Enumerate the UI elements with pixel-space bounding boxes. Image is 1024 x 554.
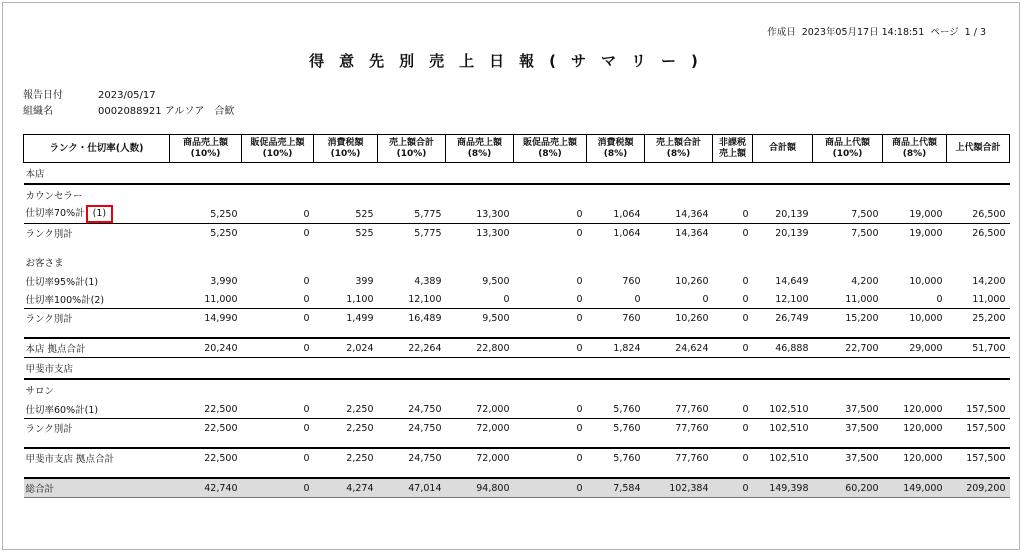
value-cell: 1,824 [587,338,645,358]
report-title: 得意先別売上日報(サマリー) [309,52,713,70]
sales-summary-table [23,134,1010,498]
spacer-cell [24,327,1010,338]
column-header: 商品上代額 (10%) [813,135,883,163]
rate-60-row [24,400,1010,419]
value-cell: 24,750 [378,448,446,467]
value-cell: 0 [303,293,310,305]
value-cell: 102,384 [645,478,713,498]
value-cell: 0 [936,293,943,305]
section-label: カウンセラー [24,184,1010,205]
value-cell: 9,500 [482,275,510,287]
column-header: 売上額合計 (10%) [378,135,446,163]
value-cell: 0 [742,293,749,305]
row-label: 仕切率95%計(1) [25,277,99,288]
value-cell: 5,250 [210,208,238,220]
row-label: ランク別計 [24,309,170,328]
value-cell: 10,260 [645,309,713,328]
value-cell: 0 [242,448,314,467]
value-cell: 0 [576,275,583,287]
column-header: ランク・仕切率(人数) [24,135,170,163]
page-label: ページ [930,27,959,38]
rate-70-row [24,205,1010,224]
value-cell: 24,750 [408,403,442,415]
value-cell: 22,500 [170,448,242,467]
value-cell: 51,700 [947,338,1010,358]
value-cell: 72,000 [446,419,514,438]
value-cell: 209,200 [947,478,1010,498]
value-cell: 5,760 [587,419,645,438]
counselor-rank-total-row [24,224,1010,243]
value-cell: 22,500 [204,403,238,415]
value-cell: 14,364 [645,224,713,243]
grand-total-row [24,478,1010,498]
table-body [24,163,1010,498]
value-cell: 0 [303,403,310,415]
value-cell: 0 [576,208,583,220]
value-cell: 120,000 [903,403,943,415]
created-label: 作成日 [767,27,796,38]
value-cell: 102,510 [753,448,813,467]
value-cell: 0 [514,338,587,358]
value-cell: 12,100 [408,293,442,305]
value-cell: 13,300 [476,208,510,220]
value-cell: 0 [514,478,587,498]
value-cell: 11,000 [972,293,1006,305]
value-cell: 5,760 [587,448,645,467]
value-cell: 1,499 [314,309,378,328]
created-datetime: 2023年05月17日 14:18:51 [801,27,925,38]
value-cell: 2,024 [314,338,378,358]
group-counselor-row [24,184,1010,205]
value-cell: 0 [514,309,587,328]
value-cell: 0 [742,275,749,287]
row-label: ランク別計 [24,419,170,438]
value-cell: 0 [634,293,641,305]
value-cell: 26,500 [947,224,1010,243]
value-cell: 14,364 [675,208,709,220]
value-cell: 20,139 [775,208,809,220]
value-cell: 10,000 [883,309,947,328]
value-cell: 0 [503,293,510,305]
value-cell: 5,775 [414,208,442,220]
value-cell: 24,624 [645,338,713,358]
value-cell: 0 [242,419,314,438]
organization-value: 0002088921 アルソア 合歓 [98,106,235,117]
value-cell: 72,000 [476,403,510,415]
branch-kofu-row [24,358,1010,380]
rate-95-row [24,272,1010,290]
value-cell: 0 [242,224,314,243]
value-cell: 60,200 [813,478,883,498]
value-cell: 9,500 [446,309,514,328]
value-cell: 77,760 [675,403,709,415]
value-cell: 2,250 [346,403,374,415]
value-cell: 25,200 [947,309,1010,328]
value-cell: 11,000 [204,293,238,305]
table-header-row [24,135,1010,163]
value-cell: 14,990 [170,309,242,328]
value-cell: 5,775 [378,224,446,243]
column-header: 販促品売上額 (10%) [242,135,314,163]
value-cell: 157,500 [966,403,1006,415]
column-header: 上代額合計 [947,135,1010,163]
report-header-meta [764,24,986,38]
value-cell: 26,500 [972,208,1006,220]
row-label: 仕切率100%計(2) [25,295,105,306]
spacer-row [24,437,1010,448]
value-cell: 10,000 [909,275,943,287]
section-label: 本店 [25,169,45,180]
spacer-cell [24,437,1010,448]
value-cell: 0 [514,224,587,243]
row-label: 仕切率60%計(1) [25,405,99,416]
value-cell: 760 [622,275,641,287]
value-cell: 760 [587,309,645,328]
row-label: 甲斐市支店 拠点合計 [24,448,170,467]
value-cell: 20,139 [753,224,813,243]
organization-label: 組織名 [23,106,53,117]
value-cell: 7,500 [813,224,883,243]
value-cell: 0 [303,208,310,220]
value-cell: 24,750 [378,419,446,438]
value-cell: 157,500 [947,448,1010,467]
value-cell: 149,398 [753,478,813,498]
page-number: 1 / 3 [964,27,986,38]
value-cell: 0 [742,403,749,415]
value-cell: 4,200 [851,275,879,287]
branch-honten-row [24,163,1010,185]
report-page [2,2,1020,550]
spacer-cell [24,467,1010,478]
value-cell: 0 [713,478,753,498]
value-cell: 1,064 [587,224,645,243]
value-cell: 42,740 [170,478,242,498]
value-cell: 0 [742,208,749,220]
value-cell: 5,250 [170,224,242,243]
value-cell: 15,200 [813,309,883,328]
value-cell: 0 [303,275,310,287]
value-cell: 29,000 [883,338,947,358]
value-cell: 5,760 [613,403,641,415]
value-cell: 102,510 [769,403,809,415]
row-label: 仕切率70%計 (1) [24,205,170,224]
value-cell: 16,489 [378,309,446,328]
value-cell: 11,000 [845,293,879,305]
column-header: 商品売上額 (8%) [446,135,514,163]
rate-100-row [24,290,1010,309]
group-salon-row [24,379,1010,400]
group-customer-row [24,252,1010,272]
value-cell: 22,500 [170,419,242,438]
value-cell: 77,760 [645,448,713,467]
value-cell: 0 [242,478,314,498]
value-cell: 72,000 [446,448,514,467]
column-header: 非課税 売上額 [713,135,753,163]
value-cell: 0 [242,338,314,358]
value-cell: 20,240 [170,338,242,358]
value-cell: 7,584 [587,478,645,498]
value-cell: 0 [713,309,753,328]
honten-branch-total-row [24,338,1010,358]
report-date-label: 報告日付 [23,90,63,101]
value-cell: 13,300 [446,224,514,243]
column-header: 商品上代額 (8%) [883,135,947,163]
kofu-branch-total-row [24,448,1010,467]
value-cell: 47,014 [378,478,446,498]
spacer-row [24,242,1010,252]
column-header: 消費税額 (8%) [587,135,645,163]
value-cell: 19,000 [909,208,943,220]
value-cell: 19,000 [883,224,947,243]
value-cell: 77,760 [645,419,713,438]
spacer-cell [24,242,1010,252]
section-label: お客さま [25,258,64,269]
value-cell: 4,274 [314,478,378,498]
row-label: 本店 拠点合計 [24,338,170,358]
value-cell: 0 [713,224,753,243]
value-cell: 22,800 [446,338,514,358]
value-cell: 1,100 [346,293,374,305]
value-cell: 0 [514,448,587,467]
value-cell: 525 [314,224,378,243]
column-header: 消費税額 (10%) [314,135,378,163]
value-cell: 525 [355,208,374,220]
row-label: ランク別計 [24,224,170,243]
value-cell: 102,510 [753,419,813,438]
value-cell: 157,500 [947,419,1010,438]
value-cell: 1,064 [613,208,641,220]
value-cell: 120,000 [883,448,947,467]
value-cell: 149,000 [883,478,947,498]
value-cell: 0 [242,309,314,328]
organization-line [23,102,234,117]
report-date-value: 2023/05/17 [98,90,156,101]
column-header: 売上額合計 (8%) [645,135,713,163]
report-date-line [23,86,156,101]
value-cell: 120,000 [883,419,947,438]
highlighted-count: (1) [86,205,113,223]
value-cell: 14,649 [775,275,809,287]
value-cell: 0 [514,419,587,438]
column-header: 商品売上額 (10%) [170,135,242,163]
value-cell: 0 [702,293,709,305]
value-cell: 37,500 [813,448,883,467]
value-cell: 0 [713,338,753,358]
value-cell: 3,990 [210,275,238,287]
column-header: 販促品売上額 (8%) [514,135,587,163]
section-label: 甲斐市支店 [24,358,1010,380]
value-cell: 14,200 [972,275,1006,287]
value-cell: 0 [713,448,753,467]
row-label: 総合計 [24,478,170,498]
value-cell: 26,749 [753,309,813,328]
value-cell: 10,260 [675,275,709,287]
value-cell: 7,500 [851,208,879,220]
value-cell: 0 [576,403,583,415]
value-cell: 12,100 [775,293,809,305]
value-cell: 399 [355,275,374,287]
customer-rank-total-row [24,309,1010,328]
value-cell: 22,700 [813,338,883,358]
value-cell: 22,264 [378,338,446,358]
value-cell: 2,250 [314,419,378,438]
section-label: サロン [24,379,1010,400]
column-header: 合計額 [753,135,813,163]
value-cell: 37,500 [845,403,879,415]
value-cell: 0 [576,293,583,305]
value-cell: 2,250 [314,448,378,467]
value-cell: 4,389 [414,275,442,287]
value-cell: 46,888 [753,338,813,358]
value-cell: 37,500 [813,419,883,438]
salon-rank-total-row [24,419,1010,438]
value-cell: 94,800 [446,478,514,498]
spacer-row [24,467,1010,478]
spacer-row [24,327,1010,338]
value-cell: 0 [713,419,753,438]
